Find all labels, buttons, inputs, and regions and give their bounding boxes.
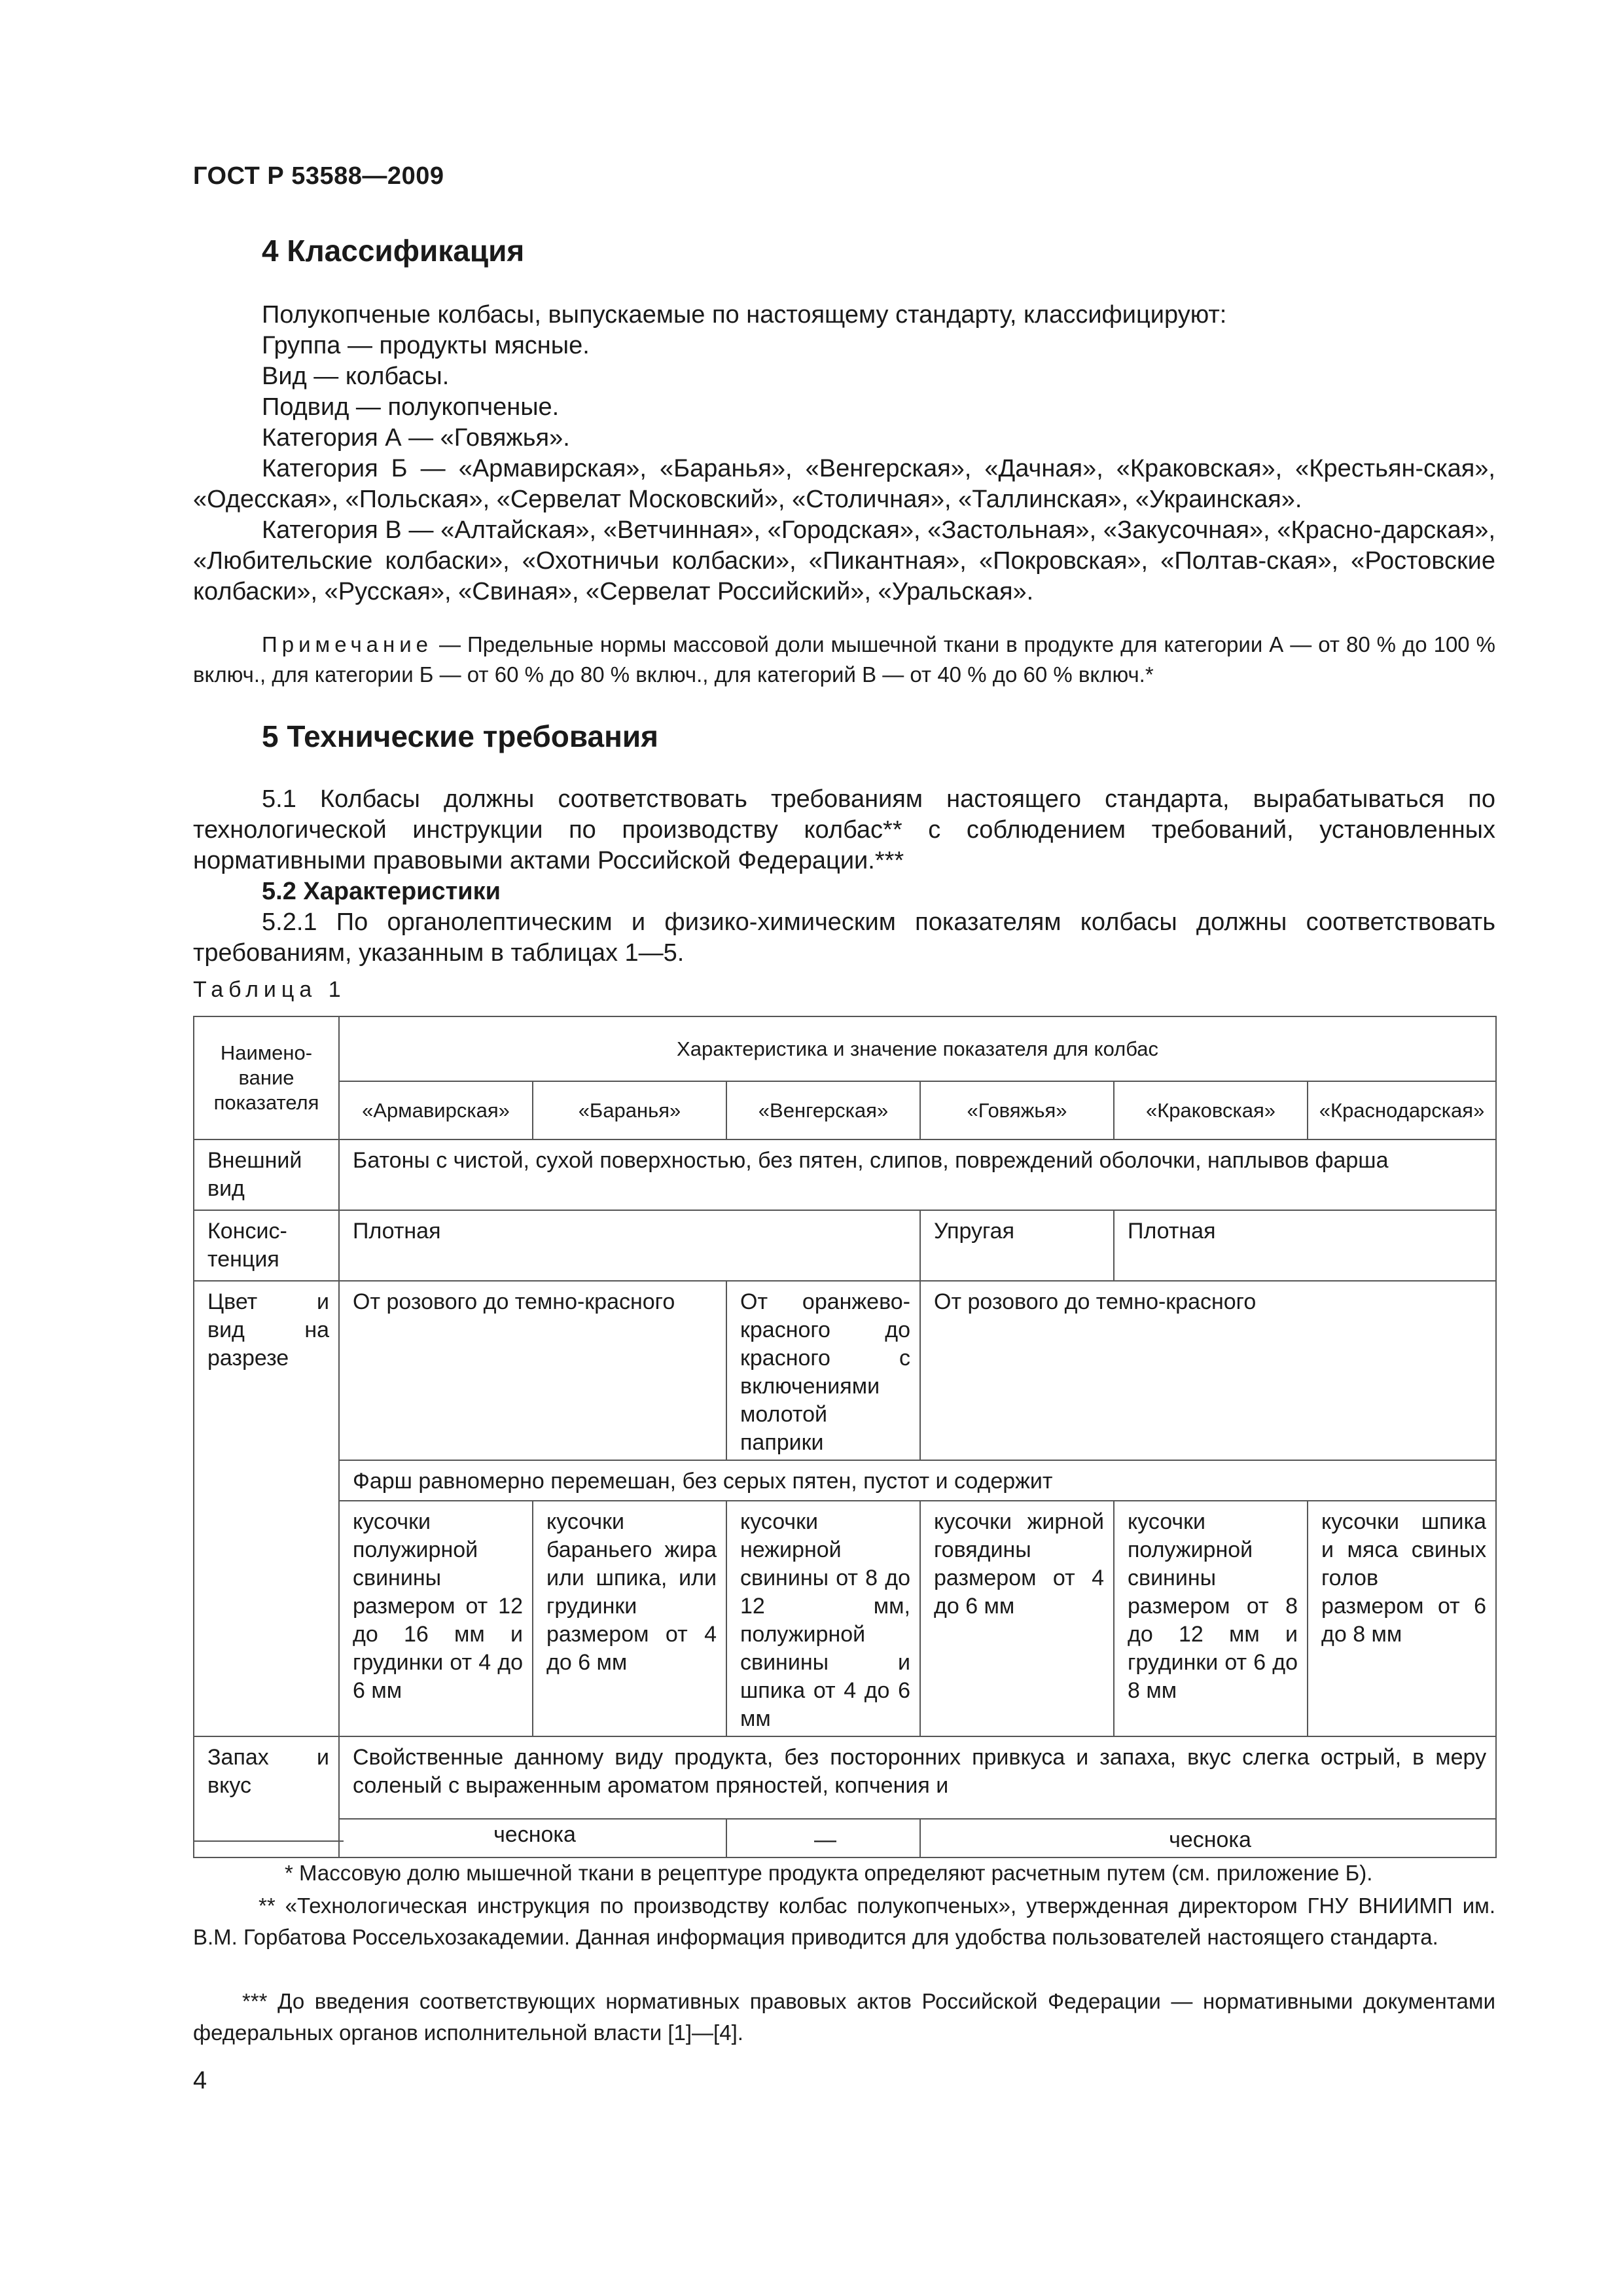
category-a: Категория А — «Говяжья». — [262, 424, 570, 452]
appearance-value: Батоны с чистой, сухой поверхностью, без пятен, слипов, повреждений оболочки, наплывов фарша — [339, 1139, 1496, 1210]
section-4-body — [193, 300, 1495, 607]
header-armavirskaya: «Армавирская» — [339, 1081, 533, 1139]
table-row — [194, 1210, 1496, 1281]
table-row — [194, 1460, 1496, 1501]
classification-note — [193, 630, 1495, 690]
smell-dash: — — [726, 1819, 920, 1857]
pieces-krakovskaya: кусочки полужирной свинины размером от 8 до 12 мм и грудинки от 6 до 8 мм — [1114, 1501, 1308, 1736]
row-label-consistency: Консис-тенция — [194, 1210, 339, 1281]
smell-garlic: чеснока — [339, 1819, 726, 1857]
footnote-1: * Массовую долю мышечной ткани в рецептуре продукта определяют расчетным путем (см. приложение Б). — [285, 1861, 1373, 1885]
document-header: ГОСТ Р 53588—2009 — [193, 162, 444, 190]
table-1-caption: Таблица 1 — [193, 977, 346, 1002]
consistency-elastic: Упругая — [920, 1210, 1114, 1281]
pieces-baranya: кусочки бараньего жира или шпика, или грудинки размером от 4 до 6 мм — [533, 1501, 726, 1736]
header-vengerskaya: «Венгерская» — [726, 1081, 920, 1139]
color-pink-dark-red: От розового до темно-красного — [339, 1281, 726, 1460]
paragraph-5-2-1: 5.2.1 По органолептическим и физико-химическим показателям колбасы должны соответствовать требованиям, указанным в таблицах 1—5. — [193, 908, 1495, 967]
smell-garlic-2: чеснока — [920, 1819, 1496, 1857]
color-label-5: разрезе — [207, 1346, 289, 1371]
row-label-color — [194, 1281, 339, 1736]
section-5-body — [193, 784, 1495, 969]
color-label-1: Цвет — [207, 1289, 258, 1314]
note-label: Примечание — [262, 632, 433, 656]
footnote-3: *** До введения соответствующих нормативных правовых актов Российской Федерации — нормативными документами федеральных органов исполнительной власти [1]—[4]. — [193, 1989, 1495, 2045]
table-row — [194, 1736, 1496, 1819]
table-row — [194, 1501, 1496, 1736]
section-5-title: 5 Технические требования — [262, 719, 658, 753]
smell-label-2: и — [317, 1745, 329, 1770]
classify-intro: Полукопченые колбасы, выпускаемые по настоящему стандарту, классифицируют: — [262, 301, 1227, 329]
table-1 — [193, 1016, 1497, 1858]
color-orange-red: От оранжево-красного до красного с включениями молотой паприки — [726, 1281, 920, 1460]
mince-description: Фарш равномерно перемешан, без серых пятен, пустот и содержит — [339, 1460, 1496, 1501]
paragraph-5-1: 5.1 Колбасы должны соответствовать требованиям настоящего стандарта, вырабатываться по технологической инструкции по производству колбас** с соблюдением требований, установленных нормативными правовыми актами Российской Федерации.*** — [193, 785, 1495, 874]
table-row — [194, 1281, 1496, 1460]
smell-label-3: вкус — [207, 1773, 251, 1798]
table-subheader-row — [194, 1081, 1496, 1139]
table-row — [194, 1139, 1496, 1210]
pieces-govyazhya: кусочки жирной говядины размером от 4 до 6 мм — [920, 1501, 1114, 1736]
header-krasnodarskaya: «Краснодарская» — [1308, 1081, 1496, 1139]
note-text: — Предельные нормы массовой доли мышечной ткани в продукте для категории А — от 80 % до 100 % включ., для категории Б — от 60 % до 80 % включ., для категорий В — от 40 % до 60 % включ.* — [193, 632, 1495, 687]
smell-value: Свойственные данному виду продукта, без посторонних привкуса и запаха, вкус слегка острый, в меру соленый с выраженным ароматом пряностей, копчения и — [339, 1736, 1496, 1819]
classify-kind: Вид — колбасы. — [262, 363, 450, 390]
category-v: Категория В — «Алтайская», «Ветчинная», «Городская», «Застольная», «Закусочная», «Красно-дарская», «Любительские колбаски», «Охотничьи колбаски», «Пикантная», «Покровская», «Полтав-ская», «Ростовские колбаски», «Русская», «Свиная», «Сервелат Российский», «Уральская». — [193, 516, 1495, 605]
heading-5-2: 5.2 Характеристики — [262, 878, 501, 905]
smell-label-1: Запах — [207, 1745, 269, 1770]
footnote-separator — [193, 1840, 344, 1842]
color-label-4: на — [304, 1318, 329, 1342]
section-4-title: 4 Классификация — [262, 234, 525, 268]
page-number: 4 — [193, 2067, 207, 2094]
row-label-smell — [194, 1736, 339, 1857]
pieces-vengerskaya: кусочки нежирной свинины от 8 до 12 мм, полужирной свинины и шпика от 4 до 6 мм — [726, 1501, 920, 1736]
pieces-armavirskaya: кусочки полужирной свинины размером от 12 до 16 мм и грудинки от 4 до 6 мм — [339, 1501, 533, 1736]
color-label-2: и — [317, 1289, 329, 1314]
consistency-dense: Плотная — [339, 1210, 920, 1281]
table-header-row — [194, 1016, 1496, 1081]
header-group: Характеристика и значение показателя для колбас — [339, 1016, 1496, 1081]
pieces-krasnodarskaya: кусочки шпика и мяса свиных голов размером от 6 до 8 мм — [1308, 1501, 1496, 1736]
header-baranya: «Баранья» — [533, 1081, 726, 1139]
classify-group: Группа — продукты мясные. — [262, 332, 590, 359]
classify-subkind: Подвид — полукопченые. — [262, 393, 560, 421]
header-krakovskaya: «Краковская» — [1114, 1081, 1308, 1139]
consistency-dense-2: Плотная — [1114, 1210, 1496, 1281]
footnote-2: ** «Технологическая инструкция по производству колбас полукопченых», утвержденная директором ГНУ ВНИИМП им. В.М. Горбатова Россельхозакадемии. Данная информация приводится для удобства пользователей настоящего стандарта. — [193, 1893, 1495, 1949]
header-govyazhya: «Говяжья» — [920, 1081, 1114, 1139]
category-b: Категория Б — «Армавирская», «Баранья», «Венгерская», «Дачная», «Краковская», «Крестьян-ская», «Одесская», «Польская», «Сервелат Московский», «Столичная», «Таллинская», «Украинская». — [193, 455, 1495, 513]
color-pink-dark-red-2: От розового до темно-красного — [920, 1281, 1496, 1460]
color-label-3: вид — [207, 1318, 245, 1342]
row-label-appearance: Внешний вид — [194, 1139, 339, 1210]
table-row — [194, 1819, 1496, 1857]
header-indicator: Наимено-вание показателя — [194, 1016, 339, 1139]
